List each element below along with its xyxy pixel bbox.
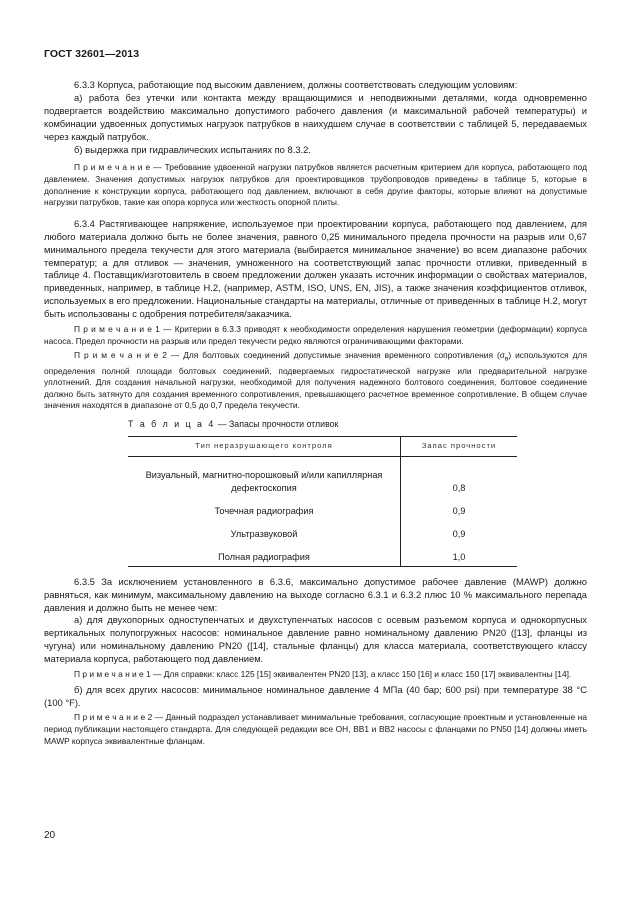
clause-6-3-3-intro: 6.3.3 Корпуса, работающие под высоким давлением, должны соответствовать следующим условиям: [74,79,518,90]
clause-6-3-3-b: б) выдержка при гидравлических испытаниях по 8.3.2. [74,143,311,155]
note-text: Критерии в 6.3.3 приводят к необходимости определения нарушения геометрии (деформации) корпуса насоса. Предел прочности на разрыв или предел текучести редко являются ограничивающими факторами. [44,324,587,346]
note-text-cont: ) используются для определения полной площади болтовых соединений, подвергаемых гидростатической нагрузке или предварительной нагрузке уплотнений. Для создания начальной нагрузки, необходимой для получения надежного болтового соединения, болтовое соединение должно быть затянуто для создания временного сопротивления, превышающего расчетное временное сопротивление. В общем случае значения находятся в диапазоне от 0,5 до 0,7 предела текучести. [44,350,587,411]
table-row [128,520,517,543]
note-label: П р и м е ч а н и е 1 — [74,324,172,335]
table-4-caption [128,418,587,431]
table-row [128,543,517,567]
note-text: Для болтовых соединений допустимые значения временного сопротивления (σ [179,350,505,361]
table-cell-factor: 0,9 [452,528,466,539]
note-label: П р и м е ч а н и е 1 — [74,669,162,680]
table-caption-text: — Запасы прочности отливок [215,418,339,429]
table-4 [128,436,517,567]
table-header-type: Тип неразрушающего контроля [128,436,401,456]
clause-6-3-5: 6.3.5 За исключением установленного в 6.3.6, максимально допустимое рабочее давление (MAWP) должно равняться, как минимум, максимальному давлению на выходе согласно 6.3.1 и 6.3.2 плюс 10 % максимального перепада давления и должно быть не менее чем: [44,575,587,613]
table-cell-type: Визуальный, магнитно-порошковый и/или капиллярная дефектоскопия [128,456,401,497]
table-cell-type: Ультразвуковой [128,520,401,543]
note-label: П р и м е ч а н и е 2 — [74,350,180,361]
note-6-3-4-1 [44,324,587,347]
table-caption-label: Т а б л и ц а 4 [128,418,216,429]
clause-6-3-4: 6.3.4 Растягивающее напряжение, используемое при проектировании корпуса, работающего под давлением, для любого материала должно быть не более значения, равного 0,25 минимального предела прочности на разрыв или 0,67 минимального предела текучести для этого материала (выбирается минимальное значение) во всем диапазоне рабочих температур; а для отливок — значения, умноженного на соответствующий запас прочности отливки, приведенный в таблице 4. Поставщик/изготовитель в своем предложении должен указать источник информации о свойствах материалов, приведенных, например, в таблице Н.2, (например, ASTM, ISO, UNS, EN, JIS), а также значения коэффициентов отливок, используемых в его предложении. Национальные стандарты на материалы, отличные от приведенных в таблице Н.2, могут быть использованы с одобрения потребителя/заказчика. [44,217,587,320]
note-6-3-5-1 [44,669,587,681]
document-header: ГОСТ 32601—2013 [44,48,140,60]
sigma-subscript: в [504,355,509,363]
page-number: 20 [44,830,56,841]
clause-6-3-5-b: б) для всех других насосов: минимальное номинальное давление 4 МПа (40 бар; 600 psi) при температуре 38 °С (100 °F). [44,683,587,708]
table-cell-type: Точечная радиография [128,497,401,520]
note-6-3-3 [44,162,587,208]
table-row [128,497,517,520]
table-cell-factor: 1,0 [401,543,518,567]
table-header-row [128,436,517,456]
note-6-3-4-2 [44,350,587,412]
clause-6-3-3-a: а) работа без утечки или контакта между вращающимися и неподвижными деталями, когда одновременно подвергается воздействию максимально допустимого рабочего давления (и максимальной рабочей температуры) и комбинации удвоенных допустимых нагрузок патрубков в наихудшем случае в соответствии с таблицей 5, передаваемых через каждый патрубок. [44,91,587,142]
table-cell-type: Полная радиография [128,543,401,567]
note-text: Для справки: класс 125 [15] эквивалентен PN20 [13], а класс 150 [16] и класс 150 [17] эквивалентны [14]. [161,669,572,680]
table-cell-factor: 0,9 [452,505,466,516]
table-header-factor: Запас прочности [401,436,518,456]
note-label: П р и м е ч а н и е — [74,162,162,173]
note-text: Требование удвоенной нагрузки патрубков является расчетным критерием для корпуса, работающего под давлением. Значения допустимых нагрузок патрубков для проектировщиков трубопроводов приведены в таблице 5, которые в дополнение к конструкции корпуса, работающего под давлением, включают в себя другие факторы, которые влияют на допустимые нагрузки патрубков, такие как опора корпуса или жесткость опорной плиты. [44,162,587,208]
clause-6-3-5-a: а) для двухопорных одноступенчатых и двухступенчатых насосов с осевым разъемом корпуса и однокорпусных вертикальных полупогружных насосов: номинальное давление равно номинальному давлению PN20 ([13], фланцы из чугуна) или номинальному давлению PN20 ([14], стальные фланцы) для класса материала, соответствующего классу материала корпуса, работающего под давлением. [44,614,587,665]
table-cell-factor: 0,8 [452,482,466,493]
table-row [128,456,517,497]
note-6-3-5-2 [44,712,587,747]
note-label: П р и м е ч а н и е 2 — [74,712,164,723]
note-text: Данный подраздел устанавливает минимальные требования, согласующие проектным и установленные на период публикации настоящего стандарта. Для следующей редакции все ОН, ВВ1 и ВВ2 насосы с фланцами по PN50 [14] должны иметь MAWP корпуса эквивалентные фланцам. [44,712,587,746]
document-body [44,79,587,747]
